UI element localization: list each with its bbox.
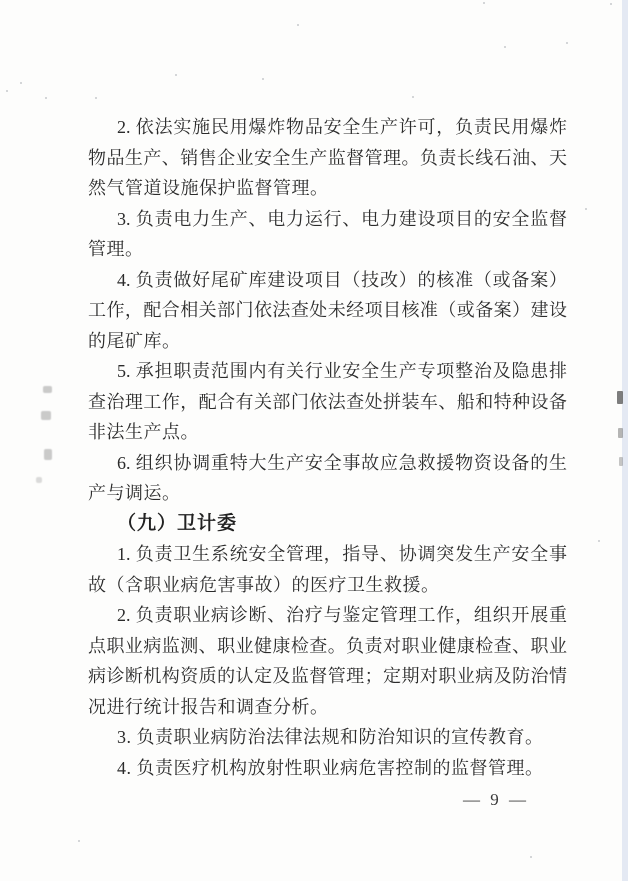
text-block bbox=[88, 112, 567, 783]
text-line: 5. 承担职责范围内有关行业安全生产专项整治及隐患排 bbox=[117, 361, 567, 381]
text-line: 非法生产点。 bbox=[88, 422, 199, 442]
section-heading: （九）卫计委 bbox=[117, 512, 238, 534]
scan-speckle bbox=[585, 208, 587, 210]
scan-speckle bbox=[610, 3, 612, 5]
scan-speckle bbox=[297, 24, 299, 26]
scan-mark bbox=[618, 428, 623, 438]
scan-speckle bbox=[20, 82, 22, 84]
text-line: 3. 负责职业病防治法律法规和防治知识的宣传教育。 bbox=[117, 727, 544, 747]
scan-speckle bbox=[175, 74, 177, 76]
scan-speckle bbox=[412, 96, 414, 98]
scan-speckle bbox=[504, 46, 506, 48]
text-line: 病诊断机构资质的认定及监督管理；定期对职业病及防治情 bbox=[88, 666, 567, 686]
scan-speckle bbox=[530, 856, 532, 858]
scan-speckle bbox=[78, 840, 80, 842]
scan-smudge bbox=[44, 449, 52, 460]
scan-speckle bbox=[262, 78, 264, 80]
scan-smudge bbox=[41, 411, 51, 420]
text-line: 况进行统计报告和调查分析。 bbox=[88, 696, 329, 717]
scan-smudge bbox=[43, 386, 52, 393]
text-line: 物品生产、销售企业安全生产监督管理。负责长线石油、天 bbox=[88, 147, 567, 168]
text-line: 查治理工作，配合有关部门依法查处拼装车、船和特种设备 bbox=[88, 391, 567, 412]
page-number: — 9 — bbox=[463, 790, 529, 809]
scan-speckle bbox=[95, 97, 97, 99]
scan-speckle bbox=[566, 42, 568, 44]
text-line: 的尾矿库。 bbox=[88, 330, 181, 351]
scan-smudge bbox=[36, 477, 42, 483]
scan-speckle bbox=[483, 2, 485, 4]
scan-speckle bbox=[598, 540, 600, 542]
scan-speckle bbox=[6, 90, 8, 92]
text-line: 2. 负责职业病诊断、治疗与鉴定管理工作，组织开展重 bbox=[117, 605, 567, 625]
text-line: 故（含职业病危害事故）的医疗卫生救援。 bbox=[88, 574, 440, 595]
text-line: 1. 负责卫生系统安全管理，指导、协调突发生产安全事 bbox=[117, 544, 567, 564]
text-line: 3. 负责电力生产、电力运行、电力建设项目的安全监督 bbox=[117, 208, 567, 229]
scan-edge-strip bbox=[622, 0, 628, 881]
text-line: 4. 负责做好尾矿库建设项目（技改）的核准（或备案） bbox=[117, 269, 567, 290]
scan-speckle bbox=[45, 97, 47, 99]
text-line: 6. 组织协调重特大生产安全事故应急救援物资设备的生 bbox=[117, 452, 567, 473]
text-line: 4. 负责医疗机构放射性职业病危害控制的监督管理。 bbox=[117, 757, 544, 778]
text-line: 然气管道设施保护监督管理。 bbox=[88, 178, 329, 198]
text-line: 2. 依法实施民用爆炸物品安全生产许可，负责民用爆炸 bbox=[117, 117, 567, 137]
scan-mark bbox=[619, 457, 623, 466]
text-line: 产与调运。 bbox=[88, 483, 181, 503]
text-line: 管理。 bbox=[88, 239, 144, 259]
scan-mark bbox=[617, 391, 623, 404]
text-line: 工作，配合相关部门依法查处未经项目核准（或备案）建设 bbox=[88, 300, 567, 320]
text-line: 点职业病监测、职业健康检查。负责对职业健康检查、职业 bbox=[88, 635, 567, 656]
